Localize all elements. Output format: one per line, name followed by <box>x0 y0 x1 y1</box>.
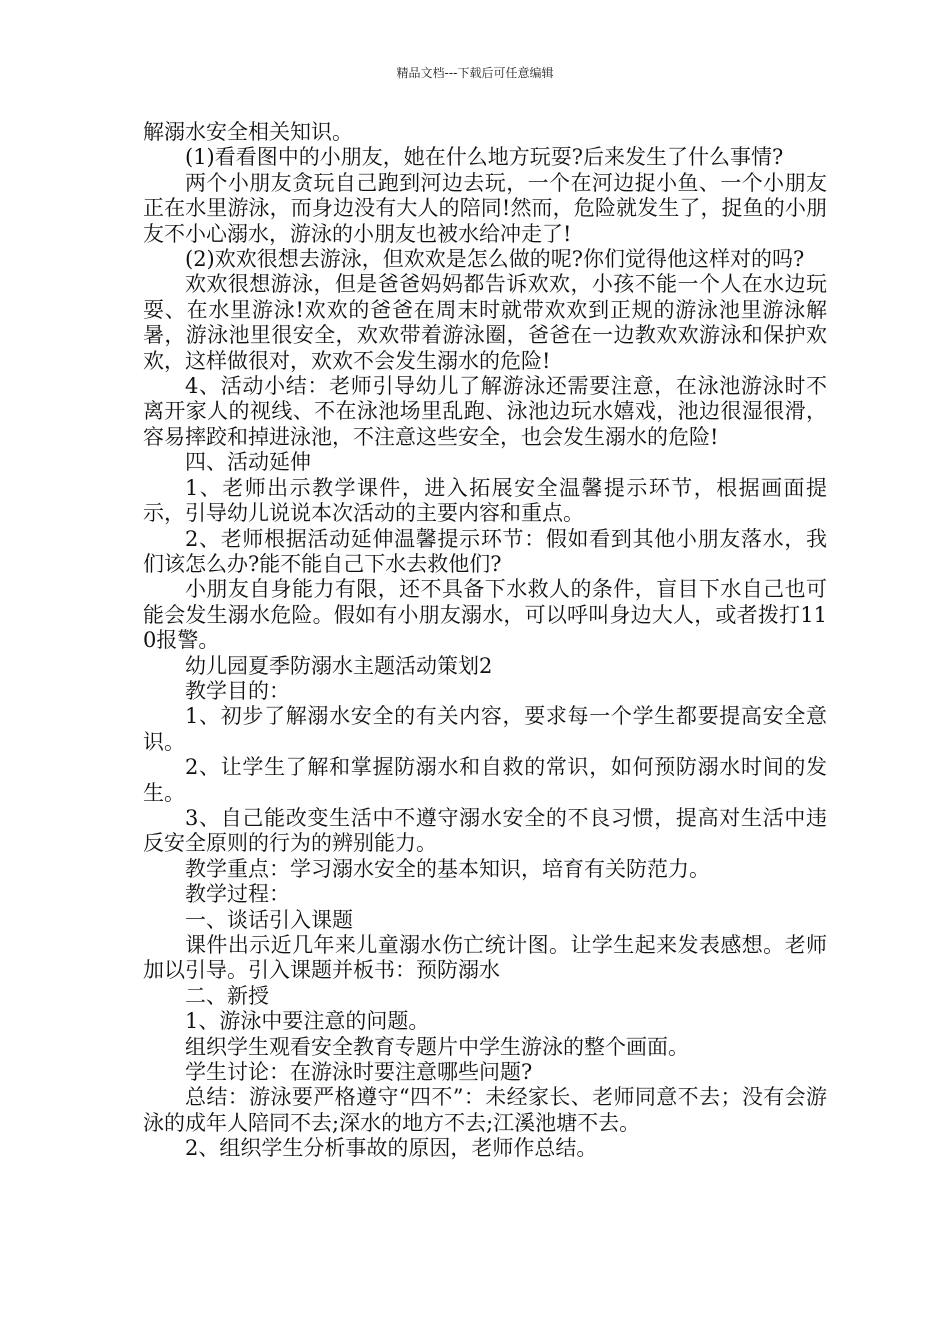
teaching-focus: 教学重点：学习溺水安全的基本知识，培育有关防范力。 <box>185 856 710 881</box>
paragraph-summary: 总结：游泳要严格遵守“四不”：未经家长、老师同意不去；没有会游泳的成年人陪同不去;深水的地方不去;江溪池塘不去。 <box>143 1085 827 1135</box>
paragraph-discussion: 学生讨论：在游泳时要注意哪些问题? <box>185 1060 533 1085</box>
paragraph-8: 1、老师出示教学课件，进入拓展安全温馨提示环节，根据画面提示，引导幼儿说说本次活动的主要内容和重点。 <box>143 475 827 526</box>
paragraph-5: 欢欢很想游泳，但是爸爸妈妈都告诉欢欢，小孩不能一个人在水边玩耍、在水里游泳!欢欢的爸爸在周末时就带欢欢到正规的游泳池里游泳解暑，游泳池里很安全，欢欢带着游泳圈，爸爸在一边教欢欢游泳和保护欢欢，这样做很对，欢欢不会发生溺水的危险! <box>143 272 827 373</box>
paragraph-analysis: 2、组织学生分析事故的原因，老师作总结。 <box>185 1136 598 1161</box>
section-heading-intro: 一、谈话引入课题 <box>185 907 353 932</box>
paragraph-watch-film: 组织学生观看安全教育专题片中学生游泳的整个画面。 <box>185 1034 689 1059</box>
goal-1: 1、初步了解溺水安全的有关内容，要求每一个学生都要提高安全意识。 <box>143 704 827 754</box>
paragraph-swim-issues: 1、游泳中要注意的问题。 <box>185 1009 430 1034</box>
section-heading-4: 四、活动延伸 <box>185 450 311 475</box>
goal-3: 3、自己能改变生活中不遵守溺水安全的不良习惯，提高对生活中违反安全原则的行为的辨别能力。 <box>143 805 827 856</box>
plan-title-2: 幼儿园夏季防溺水主题活动策划2 <box>185 653 493 678</box>
paragraph-9: 2、老师根据活动延伸温馨提示环节：假如看到其他小朋友落水，我们该怎么办?能不能自己下水去救他们? <box>143 526 827 576</box>
paragraph-2: (1)看看图中的小朋友，她在什么地方玩耍?后来发生了什么事情? <box>185 145 784 170</box>
page-header: 精品文档---下载后可任意编辑 <box>396 66 554 80</box>
paragraph-10: 小朋友自身能力有限，还不具备下水救人的条件，盲目下水自己也可能会发生溺水危险。假如有小朋友溺水，可以呼叫身边大人，或者拨打110报警。 <box>143 577 827 653</box>
paragraph-4: (2)欢欢很想去游泳，但欢欢是怎么做的呢?你们觉得他这样对的吗? <box>185 247 805 272</box>
paragraph-6: 4、活动小结：老师引导幼儿了解游泳还需要注意，在泳池游泳时不离开家人的视线、不在泳池场里乱跑、泳池边玩水嬉戏，池边很湿很滑，容易摔跤和掉进泳池，不注意这些安全，也会发生溺水的危险! <box>143 374 827 449</box>
section-heading-new: 二、新授 <box>185 983 269 1008</box>
paragraph-intro: 课件出示近几年来儿童溺水伤亡统计图。让学生起来发表感想。老师加以引导。引入课题并板书：预防溺水 <box>143 933 827 983</box>
paragraph-3: 两个小朋友贪玩自己跑到河边去玩，一个在河边捉小鱼、一个小朋友正在水里游泳，而身边没有大人的陪同!然而，危险就发生了，捉鱼的小朋友不小心溺水，游泳的小朋友也被水给冲走了! <box>143 170 827 246</box>
goal-2: 2、让学生了解和掌握防溺水和自救的常识，如何预防溺水时间的发生。 <box>143 755 827 805</box>
teaching-process-heading: 教学过程： <box>185 882 290 907</box>
document-body <box>143 120 827 1162</box>
teaching-goals-heading: 教学目的： <box>185 678 290 703</box>
paragraph-1: 解溺水安全相关知识。 <box>143 120 353 144</box>
